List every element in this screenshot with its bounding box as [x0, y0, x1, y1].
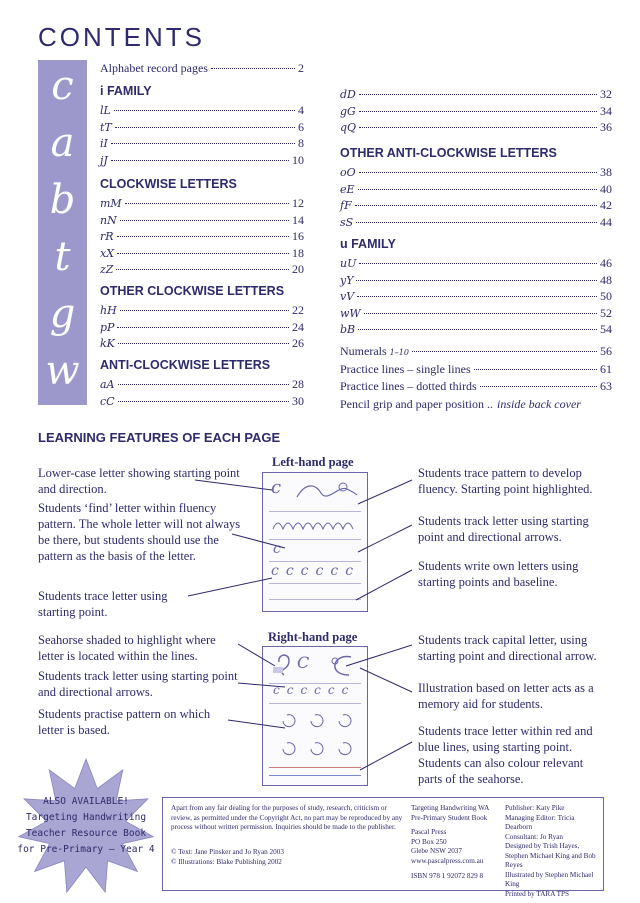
right-page-title: Right-hand page — [268, 630, 358, 644]
strip-letter: a — [50, 120, 75, 166]
toc-page-number: 12 — [292, 196, 304, 210]
toc-page-number: 38 — [600, 165, 612, 179]
toc-page-number: 34 — [600, 103, 612, 118]
toc-label: nN — [100, 213, 117, 227]
legal-notice: Apart from any fair dealing for the purposes of study, research, criticism or review, as permitted under the Copyright Act, no part may be reproduced by any process without written permission. Inquiries should be made to the publisher. — [171, 804, 403, 831]
copyright-illustrations: © Illustrations: Blake Publishing 2002 — [171, 858, 282, 866]
trace-letter-icon: c — [273, 541, 281, 557]
credit-line: Stephen Michael King and Bob Reyes — [505, 851, 596, 869]
toc-page-number: 52 — [600, 305, 612, 320]
note-lowercase-letter: Lower-case letter showing starting point and direction. — [38, 466, 240, 496]
note-write-own: Students write own letters using starting points and baseline. — [418, 559, 579, 589]
toc-label: lL — [100, 104, 111, 117]
track-letters-icon: cccccc — [273, 683, 356, 697]
note-track-capital: Students track capital letter, using starting point and directional arrow. — [418, 633, 597, 663]
toc-label: Practice lines – dotted thirds — [340, 379, 477, 393]
star-line: Targeting Handwriting — [25, 812, 147, 823]
book-title — [411, 804, 511, 823]
toc-page-number: 22 — [292, 303, 304, 317]
toc-label: tT — [100, 120, 112, 134]
toc-page-number: 54 — [600, 322, 612, 336]
toc-label: Practice lines – single lines — [340, 361, 471, 376]
toc-label: bB — [340, 323, 356, 336]
toc-section-heading: ANTI-CLOCKWISE LETTERS — [100, 358, 271, 372]
toc-page-number: 2 — [298, 61, 304, 75]
toc-page-number: 16 — [292, 229, 304, 243]
toc-label: Alphabet record pages — [100, 61, 208, 75]
toc-label: aA — [100, 378, 115, 391]
left-page-title: Left-hand page — [272, 455, 354, 469]
toc-page-number: 42 — [600, 198, 612, 212]
toc-label: eE — [340, 182, 355, 196]
toc-page-number: 8 — [298, 136, 304, 150]
address-line: Glebe NSW 2037 — [411, 847, 462, 855]
book-line: Targeting Handwriting WA — [411, 804, 490, 812]
toc-page-number: 28 — [292, 377, 304, 391]
credits — [505, 804, 601, 899]
toc-section-heading: i FAMILY — [100, 84, 152, 98]
toc-label: iI — [100, 137, 108, 150]
toc-page-number: inside back cover — [496, 396, 581, 411]
toc-label: oO — [340, 166, 356, 179]
toc-page-number: 32 — [600, 87, 612, 101]
toc-label: mM — [100, 197, 122, 210]
toc-section-heading: OTHER ANTI-CLOCKWISE LETTERS — [340, 146, 557, 160]
letter-c-icon: c — [271, 477, 282, 498]
toc-section-heading: CLOCKWISE LETTERS — [100, 177, 237, 191]
strip-letter: c — [51, 63, 74, 109]
strip-letter: w — [45, 348, 80, 394]
toc-page-number: 6 — [298, 119, 304, 134]
toc-section-heading: OTHER CLOCKWISE LETTERS — [100, 284, 285, 298]
toc-label: Pencil grip and paper position .. — [340, 396, 493, 411]
note-seahorse: Seahorse shaded to highlight where letter is located within the lines. — [38, 633, 216, 663]
strip-letter: g — [49, 291, 76, 337]
toc-label: vV — [340, 290, 355, 303]
toc-page-number: 30 — [292, 393, 304, 408]
toc-label: wW — [340, 306, 361, 320]
toc-label: fF — [340, 199, 352, 212]
address-line: PO Box 250 — [411, 837, 447, 846]
toc-label: uU — [340, 257, 357, 270]
star-line: ALSO AVAILABLE! — [43, 796, 129, 807]
copyright-text: © Text: Jane Pinsker and Jo Ryan 2003 — [171, 848, 284, 856]
toc-label: xX — [100, 246, 115, 260]
toc-label: gG — [340, 104, 356, 118]
toc-label: sS — [340, 215, 354, 229]
toc-page-number: 24 — [292, 319, 304, 334]
credit-line: Managing Editor: Tricia Dearborn — [505, 813, 575, 831]
toc-page-number: 36 — [600, 120, 612, 134]
toc-label: yY — [340, 273, 354, 287]
address-line: Pascal Press — [411, 828, 447, 836]
also-available-badge — [14, 794, 158, 858]
toc-page-number: 20 — [292, 262, 304, 276]
toc-page-number: 18 — [292, 245, 304, 260]
toc-page-number: 40 — [600, 181, 612, 196]
toc-label: rR — [100, 230, 114, 243]
credit-line: Printed by TARA TPS — [505, 889, 570, 898]
learning-features-heading: LEARNING FEATURES OF EACH PAGE — [38, 430, 281, 445]
note-trace-red-blue: Students trace letter within red and blue lines, using starting point. Students can also colour relevant parts of the seahorse. — [418, 724, 593, 786]
toc-page-number: 48 — [600, 272, 612, 287]
credit-line: Publisher: Katy Pike — [505, 804, 565, 812]
toc-label: qQ — [340, 121, 357, 134]
publisher-address — [411, 828, 511, 866]
toc-page-number: 10 — [292, 152, 304, 167]
note-trace-letter: Students trace letter using starting point. — [38, 589, 168, 619]
toc-page-number: 44 — [600, 214, 612, 229]
toc-sublabel: 1–10 — [389, 348, 409, 357]
toc-section-heading: u FAMILY — [340, 237, 396, 251]
toc-page-number: 63 — [600, 379, 612, 393]
toc-label: zZ — [100, 263, 114, 276]
note-practise-pattern: Students practise pattern on which letter is based. — [38, 707, 211, 737]
capital-c-icon: C — [297, 653, 310, 672]
credit-line: Designed by Trish Hayes, — [505, 842, 580, 850]
toc-label: kK — [100, 337, 115, 350]
note-track-letter: Students track letter using starting point and directional arrows. — [418, 514, 589, 544]
toc-page-number: 61 — [600, 361, 612, 376]
toc-label: pP — [100, 320, 115, 334]
toc-page-number: 56 — [600, 344, 612, 358]
book-line: Pre-Primary Student Book — [411, 813, 488, 822]
note-track-arrows: Students track letter using starting point and directional arrows. — [38, 669, 238, 699]
address-line: www.pascalpress.com.au — [411, 856, 484, 865]
star-line: Teacher Resource Book — [25, 828, 147, 839]
imprint-box — [162, 797, 604, 898]
toc-page-number: 14 — [292, 212, 304, 227]
isbn: ISBN 978 1 92072 829 8 — [411, 872, 484, 880]
toc-label: hH — [100, 304, 117, 317]
toc-page-number: 26 — [292, 336, 304, 350]
star-line: for Pre-Primary — Year 4 — [17, 844, 155, 855]
toc-label: dD — [340, 88, 356, 101]
note-illustration: Illustration based on letter acts as a memory aid for students. — [418, 681, 594, 711]
credit-line: Illustrated by Stephen Michael King — [505, 870, 594, 888]
note-trace-pattern: Students trace pattern to develop fluency. Starting point highlighted. — [418, 466, 593, 496]
toc-page-number: 4 — [298, 103, 304, 117]
toc-label: cC — [100, 394, 115, 408]
toc-page-number: 46 — [600, 256, 612, 270]
toc-page-number: 50 — [600, 289, 612, 303]
toc-label: jJ — [100, 153, 108, 167]
credit-line: Consultant: Jo Ryan — [505, 832, 564, 841]
page-title: CONTENTS — [38, 22, 205, 52]
toc-label: Numerals — [340, 344, 387, 358]
note-find-letter: Students ‘find’ letter within fluency pattern. The whole letter will not always be there, but students should use the pattern as the basis of the letter. — [38, 501, 241, 563]
strip-letter: b — [49, 177, 76, 223]
strip-letter: t — [54, 234, 71, 280]
practice-letters-icon: cccccc — [271, 563, 361, 579]
